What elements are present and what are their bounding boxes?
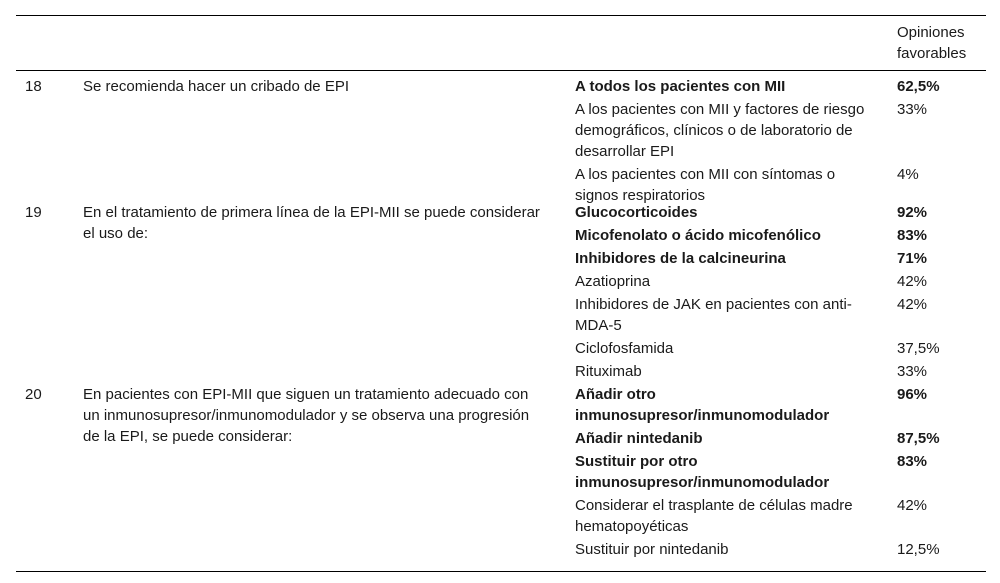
- option-text: Considerar el trasplante de células madre hematopoyéticas: [575, 497, 853, 535]
- option-text: Inhibidores de la calcineurina: [575, 250, 786, 267]
- option-percentage: 33%: [897, 363, 928, 380]
- option-percentage: 12,5%: [897, 541, 940, 558]
- option-percentage: 87,5%: [897, 430, 940, 447]
- recommendation-text: En el tratamiento de primera línea de la EPI-MII se puede considerar el uso de:: [83, 204, 540, 242]
- row-number: 20: [25, 386, 42, 403]
- consensus-table: [16, 15, 986, 572]
- option-text: Micofenolato o ácido micofenólico: [575, 227, 821, 244]
- table-row-20: [16, 383, 986, 571]
- option-percentage: 42%: [897, 296, 928, 313]
- option-text: Rituximab: [575, 363, 642, 380]
- option-text: A los pacientes con MII y factores de riesgo demográficos, clínicos o de laboratorio de desarrollar EPI: [575, 101, 865, 160]
- option-percentage: 83%: [897, 453, 928, 470]
- option-percentage: 42%: [897, 497, 928, 514]
- header-opinions-favorables: Opiniones favorables: [897, 24, 967, 62]
- option-text: Glucocorticoides: [575, 204, 698, 221]
- option-percentage: 42%: [897, 273, 928, 290]
- table-header-row: [16, 16, 986, 70]
- option-percentage: 96%: [897, 386, 928, 403]
- recommendation-text: En pacientes con EPI-MII que siguen un tratamiento adecuado con un inmunosupresor/inmunomodulador y se observa una progresión de la EPI, se puede considerar:: [83, 386, 530, 445]
- option-text: Ciclofosfamida: [575, 340, 674, 357]
- option-text: Añadir nintedanib: [575, 430, 703, 447]
- option-percentage: 83%: [897, 227, 928, 244]
- row-number: 19: [25, 204, 42, 221]
- option-percentage: 37,5%: [897, 340, 940, 357]
- row-number: 18: [25, 78, 42, 95]
- table-row-19: [16, 200, 986, 383]
- option-text: Azatioprina: [575, 273, 651, 290]
- option-text: A los pacientes con MII con síntomas o signos respiratorios: [575, 166, 836, 204]
- option-percentage: 62,5%: [897, 78, 940, 95]
- option-percentage: 92%: [897, 204, 928, 221]
- table-bottom-rule: [16, 571, 986, 572]
- option-percentage: 33%: [897, 101, 928, 118]
- option-percentage: 4%: [897, 166, 919, 183]
- option-text: Sustituir por otro inmunosupresor/inmunomodulador: [575, 453, 830, 491]
- option-percentage: 71%: [897, 250, 928, 267]
- recommendation-text: Se recomienda hacer un cribado de EPI: [83, 78, 349, 95]
- table-row-18: [16, 71, 986, 204]
- option-text: Inhibidores de JAK en pacientes con anti-MDA-5: [575, 296, 852, 334]
- option-text: Añadir otro inmunosupresor/inmunomodulador: [575, 386, 830, 424]
- option-text: Sustituir por nintedanib: [575, 541, 729, 558]
- option-text: A todos los pacientes con MII: [575, 78, 786, 95]
